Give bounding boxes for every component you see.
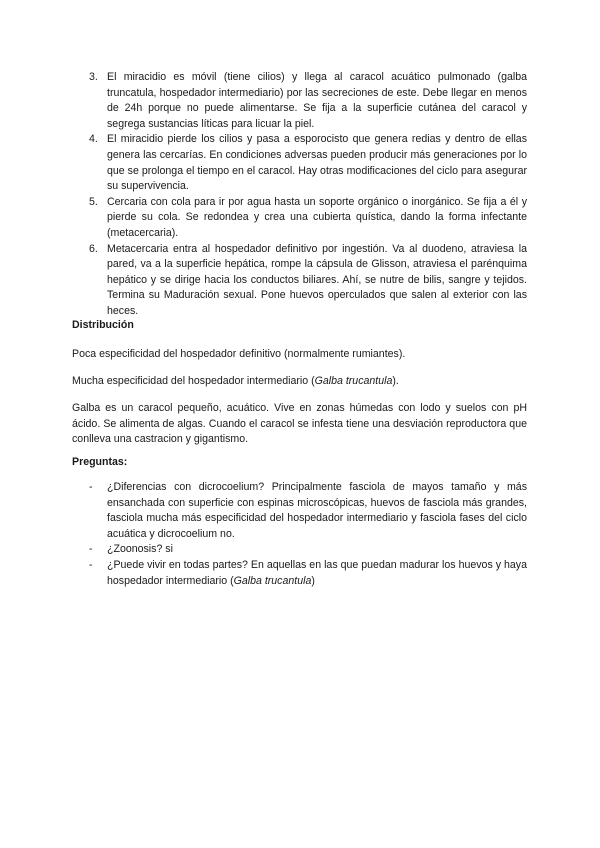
list-item [89,70,527,132]
species-name: Galba trucantula [233,574,312,587]
distribucion-heading: Distribución [72,319,134,331]
distribucion-paragraph-2: Mucha especificidad del hospedador intermediario (Galba trucantula). [72,375,399,387]
question-text: ¿Puede vivir en todas partes? En aquellas en las que puedan madurar los huevos y haya hospedador intermediario (Galba trucantula) [107,558,527,587]
list-text: Metacercaria entra al hospedador definitivo por ingestión. Va al duodeno, atraviesa la pared, va a la superficie hepática, rompe la cápsula de Glisson, atraviesa el parénquima hepático y se dirige hacia los conductos biliares. Ahí, se nutre de bilis, sangre y tejidos. Termina su Maduración sexual. Pone huevos operculados que salen al exterior con las heces. [107,242,527,317]
list-text: El miracidio pierde los cilios y pasa a esporocisto que genera redias y dentro de ellas genera las cercarías. En condiciones adversas pueden producir más generaciones por lo que se prolonga el tiempo en el caracol. Hay otras modificaciones del ciclo para asegurar su supervivencia. [107,133,527,193]
distribucion-paragraph-1: Poca especificidad del hospedador definitivo (normalmente rumiantes). [72,348,406,360]
list-item [89,195,527,242]
list-item [89,558,527,589]
bullet-dash: - [89,481,93,493]
question-text: ¿Zoonosis? si [107,543,173,556]
list-item [89,132,527,194]
preguntas-heading: Preguntas: [72,456,128,468]
distribucion-paragraph-3: Galba es un caracol pequeño, acuático. Vive en zonas húmedas con lodo y suelos con pH ácido. Se alimenta de algas. Cuando el caracol se infesta tiene una desviación reproductora que conlleva una castracion y gigantismo. [72,402,527,446]
list-number: 3. [89,71,98,83]
list-item [89,542,527,558]
species-name: Galba trucantula [314,375,393,387]
question-text: ¿Diferencias con dicrocoelium? Principalmente fasciola de mayos tamaño y más ensanchada con superficie con espinas microscópicas, huevos de fasciola más grandes, fasciola mucha más especificidad del hospedador intermediario y fasciola fases del ciclo acuática y dicrocoelium no. [107,481,527,540]
list-item [89,480,527,542]
list-item [89,242,527,320]
questions-list [89,480,527,589]
list-text: El miracidio es móvil (tiene cilios) y llega al caracol acuático pulmonado (galba truncatula, hospedador intermediario) por las secreciones de este. Debe llegar en menos de 24h porque no puede alimentarse. Se fija a la superficie cutánea del caracol y segrega sustancias líticas para licuar la piel. [107,71,527,130]
list-number: 4. [89,133,98,146]
life-cycle-list [89,70,527,320]
list-number: 5. [89,195,98,208]
bullet-dash: - [89,558,93,571]
list-text: Cercaria con cola para ir por agua hasta un soporte orgánico o inorgánico. Se fija a él y pierde su cola. Se redondea y crea una cubierta quística, dando la forma infectante (metacercaria). [107,195,527,239]
bullet-dash: - [89,543,93,556]
list-number: 6. [89,242,98,255]
